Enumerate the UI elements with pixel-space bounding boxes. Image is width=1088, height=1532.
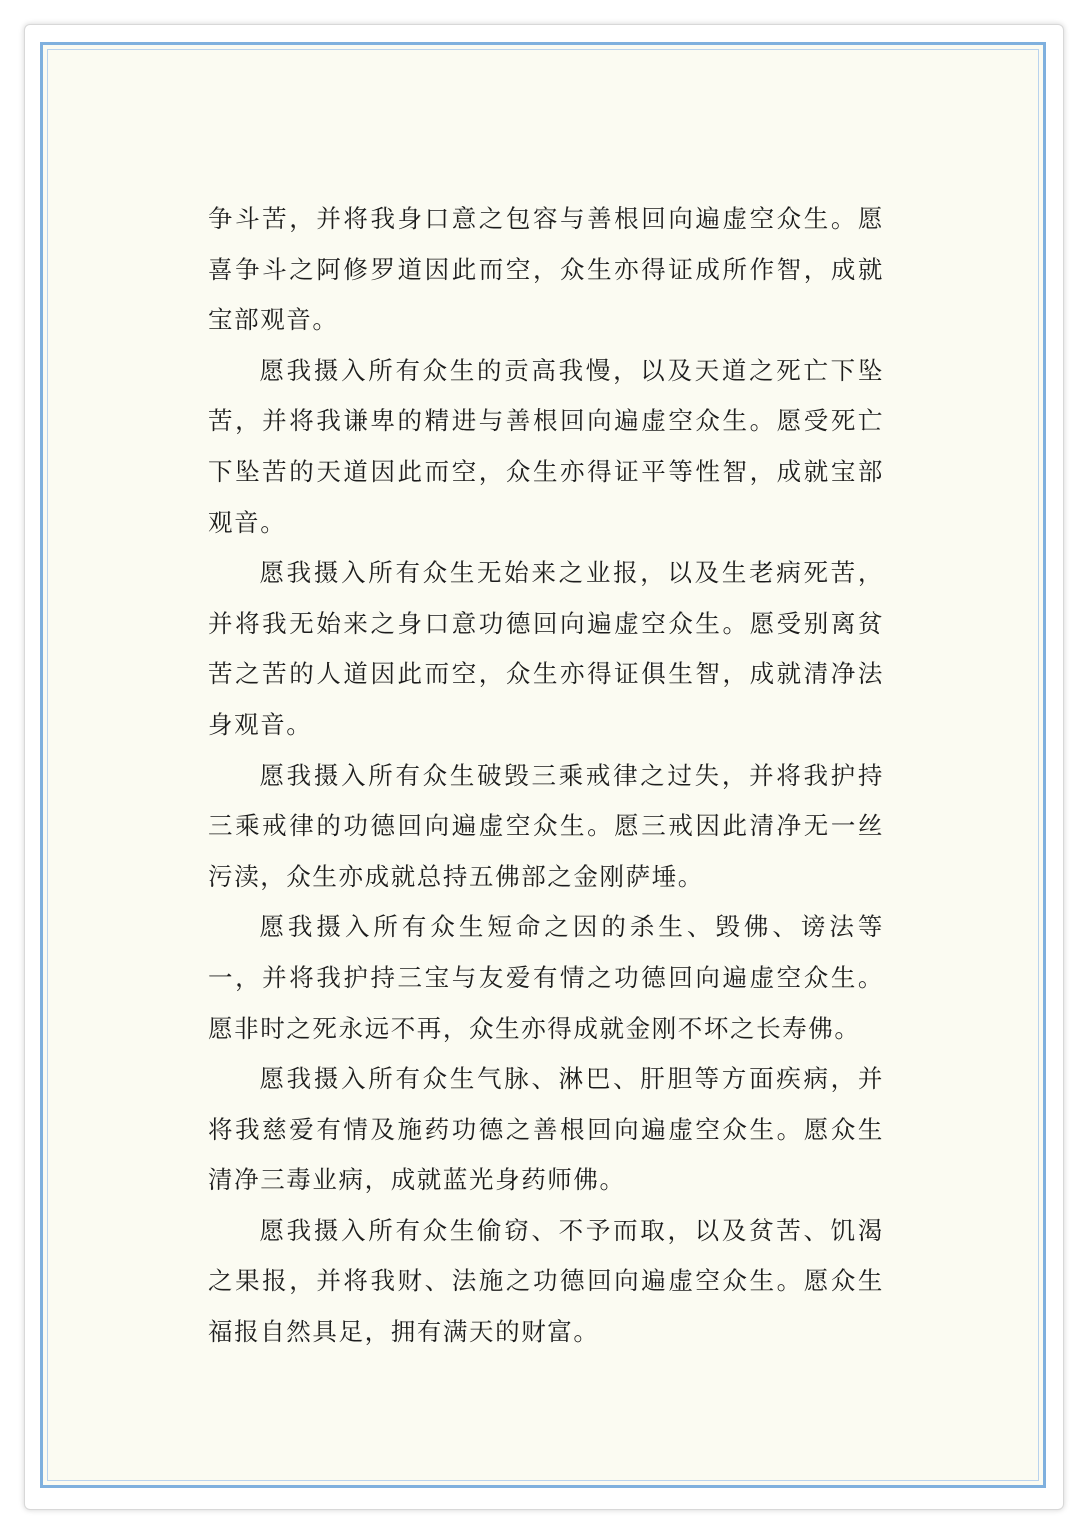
paragraph-medicine-buddha: 愿我摄入所有众生气脉、淋巴、肝胆等方面疾病，并将我慈爱有情及施药功德之善根回向遍虚空众生。愿众生清净三毒业病，成就蓝光身药师佛。	[208, 1064, 884, 1195]
paragraph-wealth: 愿我摄入所有众生偷窃、不予而取，以及贫苦、饥渴之果报，并将我财、法施之功德回向遍虚空众生。愿众生福报自然具足，拥有满天的财富。	[208, 1215, 884, 1347]
paragraph-heaven-realm: 愿我摄入所有众生的贡高我慢，以及天道之死亡下坠苦，并将我谦卑的精进与善根回向遍虚空众生。愿受死亡下坠苦的天道因此而空，众生亦得证平等性智，成就宝部观音。	[208, 355, 884, 537]
paragraph-precepts: 愿我摄入所有众生破毁三乘戒律之过失，并将我护持三乘戒律的功德回向遍虚空众生。愿三戒因此清净无一丝污渎，众生亦成就总持五佛部之金刚萨埵。	[208, 760, 884, 891]
paragraph-longevity: 愿我摄入所有众生短命之因的杀生、毁佛、谤法等一，并将我护持三宝与友爱有情之功德回向遍虚空众生。愿非时之死永远不再，众生亦得成就金刚不坏之长寿佛。	[208, 912, 884, 1043]
document-body	[208, 194, 884, 1358]
paragraph-human-realm: 愿我摄入所有众生无始来之业报，以及生老病死苦，并将我无始来之身口意功德回向遍虚空众生。愿受别离贫苦之苦的人道因此而空，众生亦得证俱生智，成就清净法身观音。	[208, 558, 884, 739]
paragraph-continuation: 争斗苦，并将我身口意之包容与善根回向遍虚空众生。愿喜争斗之阿修罗道因此而空，众生亦得证成所作智，成就宝部观音。	[208, 204, 884, 335]
